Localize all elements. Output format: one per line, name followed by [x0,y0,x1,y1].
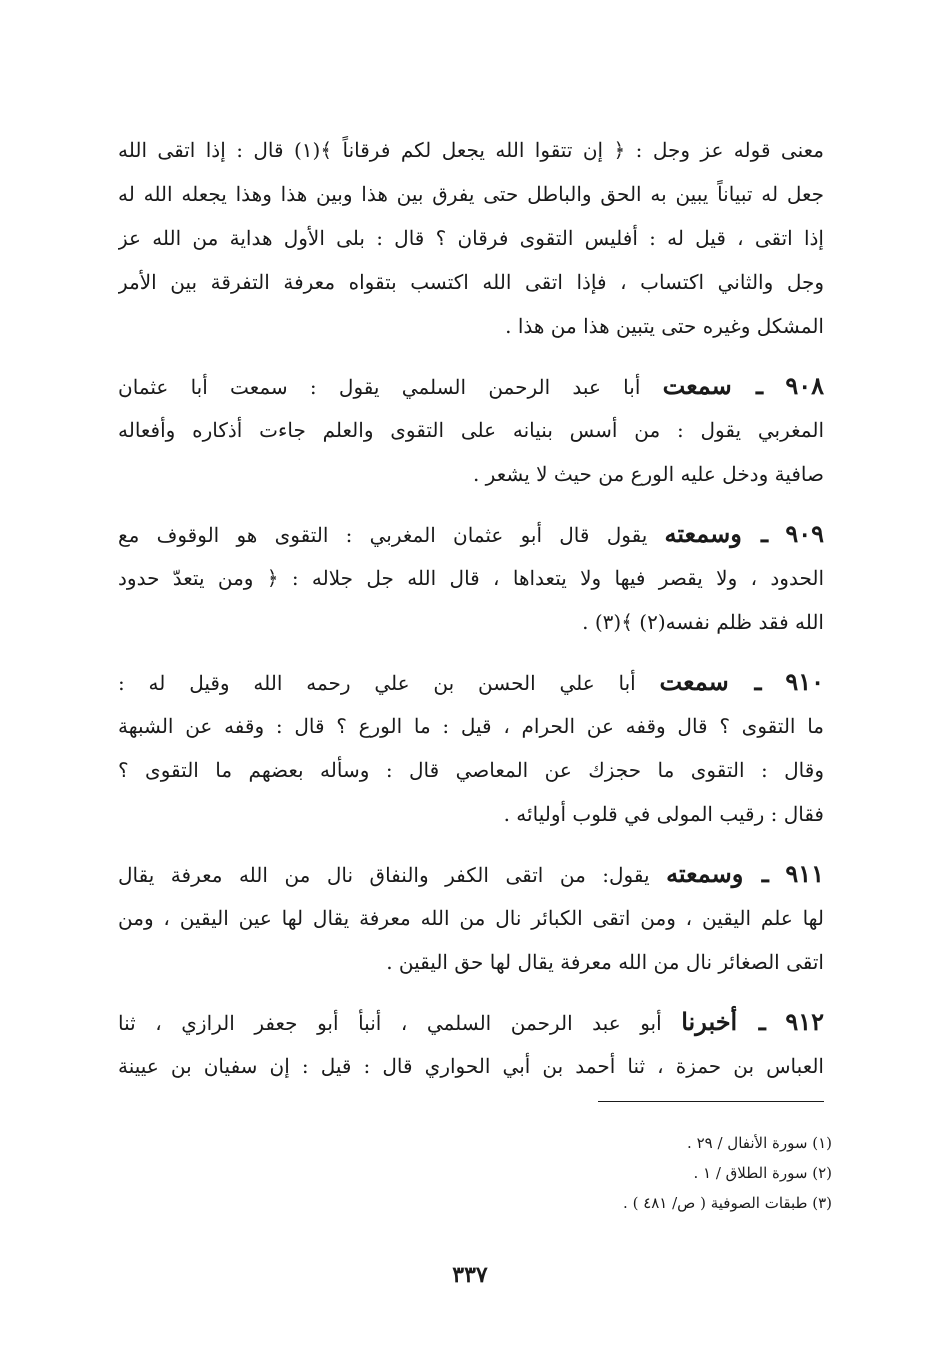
text-line: المغربي يقول : من أسس بنيانه على التقوى والعلم جاءت أذكاره وأفعاله [118,418,824,442]
entry-keyword: ـ أخبرنا [681,1007,766,1036]
text-line: صافية ودخل عليه الورع من حيث لا يشعر . [472,462,824,486]
footnote-item: (١) سورة الأنفال / ٢٩ . [687,1134,832,1152]
text-line: اتقى الصغائر نال من الله معرفة يقال لها حق اليقين . [386,950,824,974]
entry-number: ٩٠٩ [785,519,824,548]
paragraph-912 [118,1000,824,1088]
footnote-separator [598,1101,824,1102]
text-line: إذا اتقى ، قيل له : أفليس التقوى فرقان ؟ قال : بلى الأول هداية من الله عز [118,226,824,250]
text-line: وجل والثاني اكتساب ، فإذا اتقى الله اكتسب بتقواه معرفة التفرقة بين الأمر [118,270,824,294]
text-line [118,1000,824,1044]
text-line [118,660,824,704]
entry-number: ٩١٠ [785,667,824,696]
text-line: ما التقوى ؟ قال وقفه عن الحرام ، قيل : ما الورع ؟ قال : وقفه عن الشبهة [118,714,824,738]
text-line [118,512,824,556]
text-line [118,364,824,408]
text-line: لها علم اليقين ، ومن اتقى الكبائر نال من الله معرفة يقال لها عين اليقين ، ومن [118,906,824,930]
page-number: ٣٣٧ [452,1262,488,1288]
page-body [118,128,824,1104]
entry-text: أبا علي الحسن بن علي رحمه الله وقيل له : [118,671,636,695]
text-line: الحدود ، ولا يقصر فيها ولا يتعداها ، قال الله جل جلاله : ﴿ ومن يتعدّ حدود [118,566,824,590]
entry-text: أبو عبد الرحمن السلمي ، أنبأ أبو جعفر الرازي ، ثنا [118,1011,662,1035]
entry-keyword: ـ وسمعته [666,859,769,888]
paragraph-intro [118,128,824,348]
paragraph-909 [118,512,824,644]
entry-keyword: ـ وسمعته [664,519,769,548]
paragraph-911 [118,852,824,984]
entry-keyword: ـ سمعت [659,667,762,696]
entry-keyword: ـ سمعت [662,371,764,400]
entry-text: أبا عبد الرحمن السلمي يقول : سمعت أبا عثمان [118,375,641,399]
entry-text: يقول: من اتقى الكفر والنفاق نال من الله معرفة يقال [118,863,650,887]
text-line: فقال : رقيب المولى في قلوب أوليائه . [503,802,824,826]
footnote-item: (٣) طبقات الصوفية ( ص/ ٤٨١ ) . [623,1194,832,1212]
text-line: وقال : التقوى ما حجزك عن المعاصي قال : وسأله بعضهم ما التقوى ؟ [118,758,824,782]
entry-number: ٩٠٨ [785,371,824,400]
entry-number: ٩١٢ [785,1007,824,1036]
entry-number: ٩١١ [785,859,824,888]
text-line: جعل له تبياناً يبين به الحق والباطل حتى يفرق بين هذا وبين هذا وهذا يجعله الله له [118,182,824,206]
footnotes [332,1128,832,1218]
paragraph-908 [118,364,824,496]
entry-text: يقول قال أبو عثمان المغربي : التقوى هو الوقوف مع [118,523,648,547]
text-line: الله فقد ظلم نفسه(٢) ﴾(٣) . [582,610,824,634]
text-line [118,852,824,896]
footnote-item: (٢) سورة الطلاق / ١ . [693,1164,832,1182]
text-line: المشكل وغيره حتى يتبين هذا من هذا . [505,314,824,338]
text-line: معنى قوله عز وجل : ﴿ إن تتقوا الله يجعل لكم فرقاناً ﴾(١) قال : إذا اتقى الله [118,138,824,162]
paragraph-910 [118,660,824,836]
text-line: العباس بن حمزة ، ثنا أحمد بن أبي الحواري قال : قيل : إن سفيان بن عيينة [118,1054,824,1078]
